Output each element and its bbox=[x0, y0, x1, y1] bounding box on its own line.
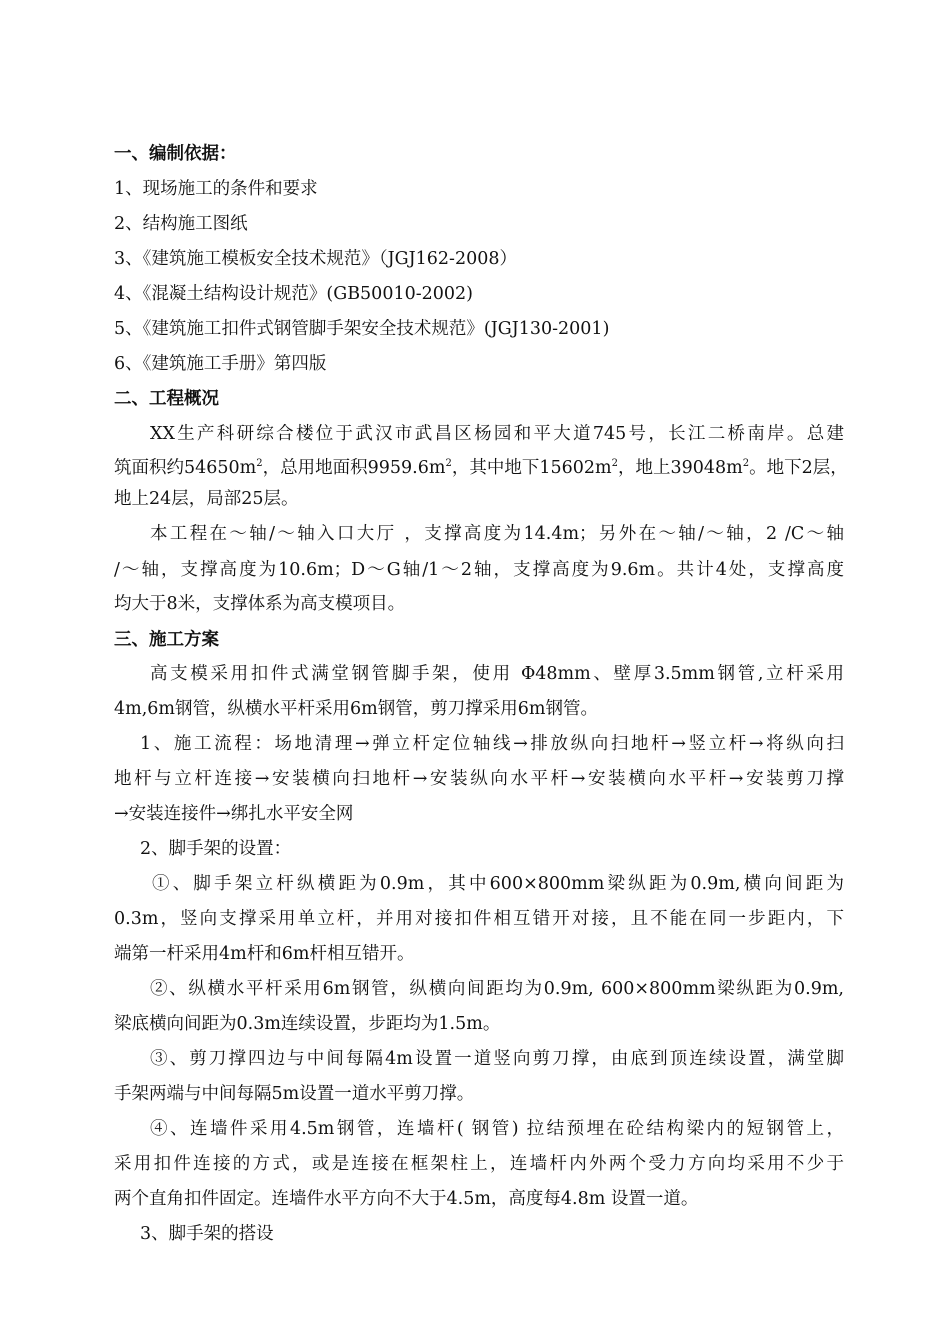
plan-flow-line-3: →安装连接件→绑扎水平安全网 bbox=[114, 804, 354, 824]
scaffold-item-3-line-1: ③、剪刀撑四边与中间每隔4m设置一道竖向剪刀撑，由底到顶连续设置，满堂脚 bbox=[150, 1049, 844, 1069]
scaffold-item-4-line-3: 两个直角扣件固定。连墙件水平方向不大于4.5m，高度每4.8m 设置一道。 bbox=[114, 1189, 699, 1209]
superscript: 2 bbox=[611, 458, 618, 470]
basis-item-6: 6、《建筑施工手册》第四版 bbox=[114, 354, 327, 374]
basis-item-4: 4、《混凝土结构设计规范》(GB50010-2002) bbox=[114, 284, 473, 304]
scaffold-item-3-line-2: 手架两端与中间每隔5m设置一道水平剪刀撑。 bbox=[114, 1084, 475, 1104]
superscript: 2 bbox=[445, 458, 452, 470]
scaffold-item-2-line-2: 梁底横向间距为0.3m连续设置，步距均为1.5m。 bbox=[114, 1014, 501, 1034]
plan-subheading-2: 2、脚手架的设置： bbox=[140, 839, 292, 859]
plan-para-1-line-1: 高支模采用扣件式满堂钢管脚手架，使用 Φ48mm、壁厚3.5mm钢管,立杆采用 bbox=[150, 664, 844, 684]
scaffold-item-1-line-3: 端第一杆采用4m杆和6m杆相互错开。 bbox=[114, 944, 415, 964]
superscript: 2 bbox=[256, 458, 263, 470]
plan-para-1-line-2: 4m,6m钢管，纵横水平杆采用6m钢管，剪刀撑采用6m钢管。 bbox=[114, 699, 598, 719]
scaffold-item-2-line-1: ②、纵横水平杆采用6m钢管，纵横向间距均为0.9m, 600×800mm梁纵距为0.9m, bbox=[150, 979, 844, 999]
overview-para-2-line-2: /～轴，支撑高度为10.6m；D～G轴/1～2轴，支撑高度为9.6m。共计4处，支撑高度 bbox=[114, 560, 844, 580]
scaffold-item-1-line-1: ①、脚手架立杆纵横距为0.9m，其中600×800mm梁纵距为0.9m,横向间距为 bbox=[152, 874, 844, 894]
overview-para-1-line-2: 筑面积约$54650m^2$，总用地面积$9959.6m^2$，其中地下$15602m^2$，地上$39048m^2$。地下2层， bbox=[114, 458, 848, 478]
basis-item-5: 5、《建筑施工扣件式钢管脚手架安全技术规范》(JGJ130-2001) bbox=[114, 319, 610, 339]
overview-para-2-line-1: 本工程在～轴/～轴入口大厅 ，支撑高度为14.4m；另外在～轴/～轴，2 /C～轴 bbox=[150, 524, 844, 544]
overview-para-1-line-3: 地上24层，局部25层。 bbox=[114, 489, 299, 509]
overview-para-1-line-1: XX生产科研综合楼位于武汉市武昌区杨园和平大道745号，长江二桥南岸。总建 bbox=[150, 424, 844, 444]
section-heading-basis: 一、编制依据： bbox=[114, 144, 237, 164]
section-heading-plan: 三、施工方案 bbox=[114, 630, 219, 650]
basis-item-2: 2、结构施工图纸 bbox=[114, 214, 248, 234]
superscript: 2 bbox=[742, 458, 750, 470]
plan-flow-line-1: 1、施工流程：场地清理→弹立杆定位轴线→排放纵向扫地杆→竖立杆→将纵向扫 bbox=[140, 734, 844, 754]
section-heading-overview: 二、工程概况 bbox=[114, 389, 219, 409]
basis-item-1: 1、现场施工的条件和要求 bbox=[114, 179, 318, 199]
plan-flow-line-2: 地杆与立杆连接→安装横向扫地杆→安装纵向水平杆→安装横向水平杆→安装剪刀撑 bbox=[114, 769, 844, 789]
scaffold-item-4-line-2: 采用扣件连接的方式，或是连接在框架柱上，连墙杆内外两个受力方向均采用不少于 bbox=[114, 1154, 844, 1174]
overview-para-2-line-3: 均大于8米，支撑体系为高支模项目。 bbox=[114, 594, 406, 614]
plan-subheading-3: 3、脚手架的搭设 bbox=[140, 1224, 274, 1244]
scaffold-item-4-line-1: ④、连墙件采用4.5m钢管，连墙杆( 钢管) 拉结预埋在砼结构梁内的短钢管上， bbox=[150, 1119, 844, 1139]
scaffold-item-1-line-2: 0.3m，竖向支撑采用单立杆，并用对接扣件相互错开对接，且不能在同一步距内，下 bbox=[114, 909, 844, 929]
basis-item-3: 3、《建筑施工模板安全技术规范》（JGJ162-2008） bbox=[114, 249, 517, 269]
